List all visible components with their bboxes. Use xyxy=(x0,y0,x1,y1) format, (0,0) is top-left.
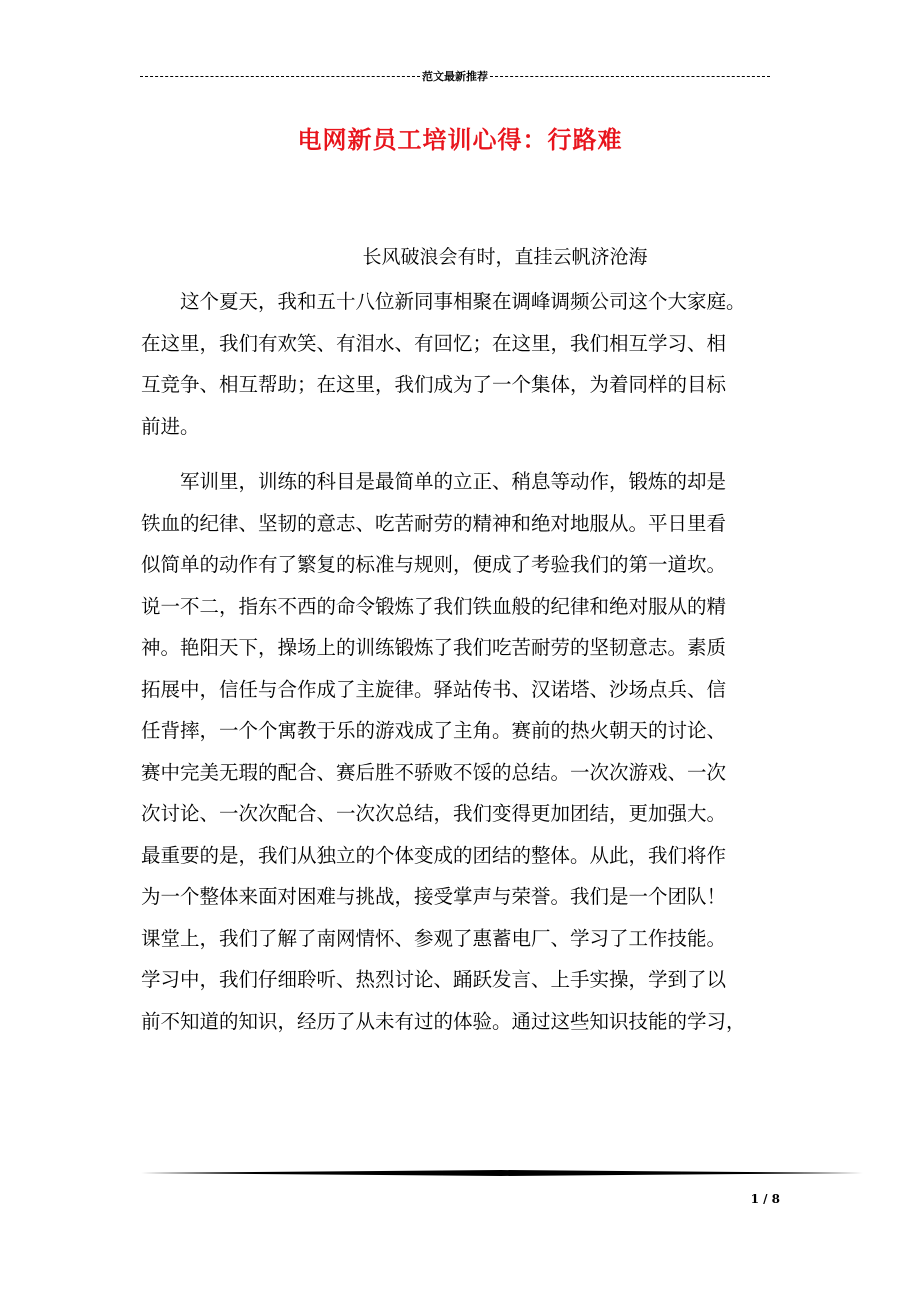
text-line: 学习中，我们仔细聆听、热烈讨论、踊跃发言、上手实操，学到了以 xyxy=(141,968,727,991)
text-line: 军训里，训练的科目是最简单的立正、稍息等动作，锻炼的却是 xyxy=(141,470,727,493)
header-dash-left xyxy=(140,76,420,77)
text-line: 神。艳阳天下，操场上的训练锻炼了我们吃苦耐劳的坚韧意志。素质 xyxy=(141,636,727,659)
text-line: 课堂上，我们了解了南网情怀、参观了惠蓄电厂、学习了工作技能。 xyxy=(141,926,727,950)
text-line: 前进。 xyxy=(141,414,200,438)
text-line: 似简单的动作有了繁复的标准与规则，便成了考验我们的第一道坎。 xyxy=(141,553,727,576)
document-title: 电网新员工培训心得：行路难 xyxy=(297,125,623,154)
page-header xyxy=(140,66,770,86)
text-line: 铁血的纪律、坚韧的意志、吃苦耐劳的精神和绝对地服从。平日里看 xyxy=(141,511,727,535)
text-line: 互竞争、相互帮助；在这里，我们成为了一个集体，为着同样的目标 xyxy=(141,373,727,396)
header-label: 范文最新推荐 xyxy=(422,70,488,83)
paragraph-2 xyxy=(141,461,783,1042)
footer-rule xyxy=(141,1170,863,1176)
text-line: 最重要的是，我们从独立的个体变成的团结的整体。从此，我们将作 xyxy=(141,843,727,867)
text-line: 任背摔，一个个寓教于乐的游戏成了主角。赛前的热火朝天的讨论、 xyxy=(141,719,727,742)
text-line: 赛中完美无瑕的配合、赛后胜不骄败不馁的总结。一次次游戏、一次 xyxy=(141,760,727,784)
text-line: 次讨论、一次次配合、一次次总结，我们变得更加团结，更加强大。 xyxy=(141,802,727,825)
header-dash-right xyxy=(490,76,770,77)
paragraph-1 xyxy=(141,281,783,447)
page-number: 1 / 8 xyxy=(750,1192,780,1206)
text-line: 在这里，我们有欢笑、有泪水、有回忆；在这里，我们相互学习、相 xyxy=(141,331,727,355)
document-body xyxy=(141,281,783,1042)
text-line: 拓展中，信任与合作成了主旋律。驿站传书、汉诺塔、沙场点兵、信 xyxy=(141,677,727,701)
text-line: 说一不二，指东不西的命令锻炼了我们铁血般的纪律和绝对服从的精 xyxy=(141,594,727,618)
text-line: 为一个整体来面对困难与挑战，接受掌声与荣誉。我们是一个团队！ xyxy=(141,885,727,908)
text-line: 前不知道的知识，经历了从未有过的体验。通过这些知识技能的学习， xyxy=(141,1009,746,1033)
document-subtitle: 长风破浪会有时，直挂云帆济沧海 xyxy=(362,246,648,268)
paragraph-gap xyxy=(141,447,783,461)
text-line: 这个夏天，我和五十八位新同事相聚在调峰调频公司这个大家庭。 xyxy=(141,290,746,313)
